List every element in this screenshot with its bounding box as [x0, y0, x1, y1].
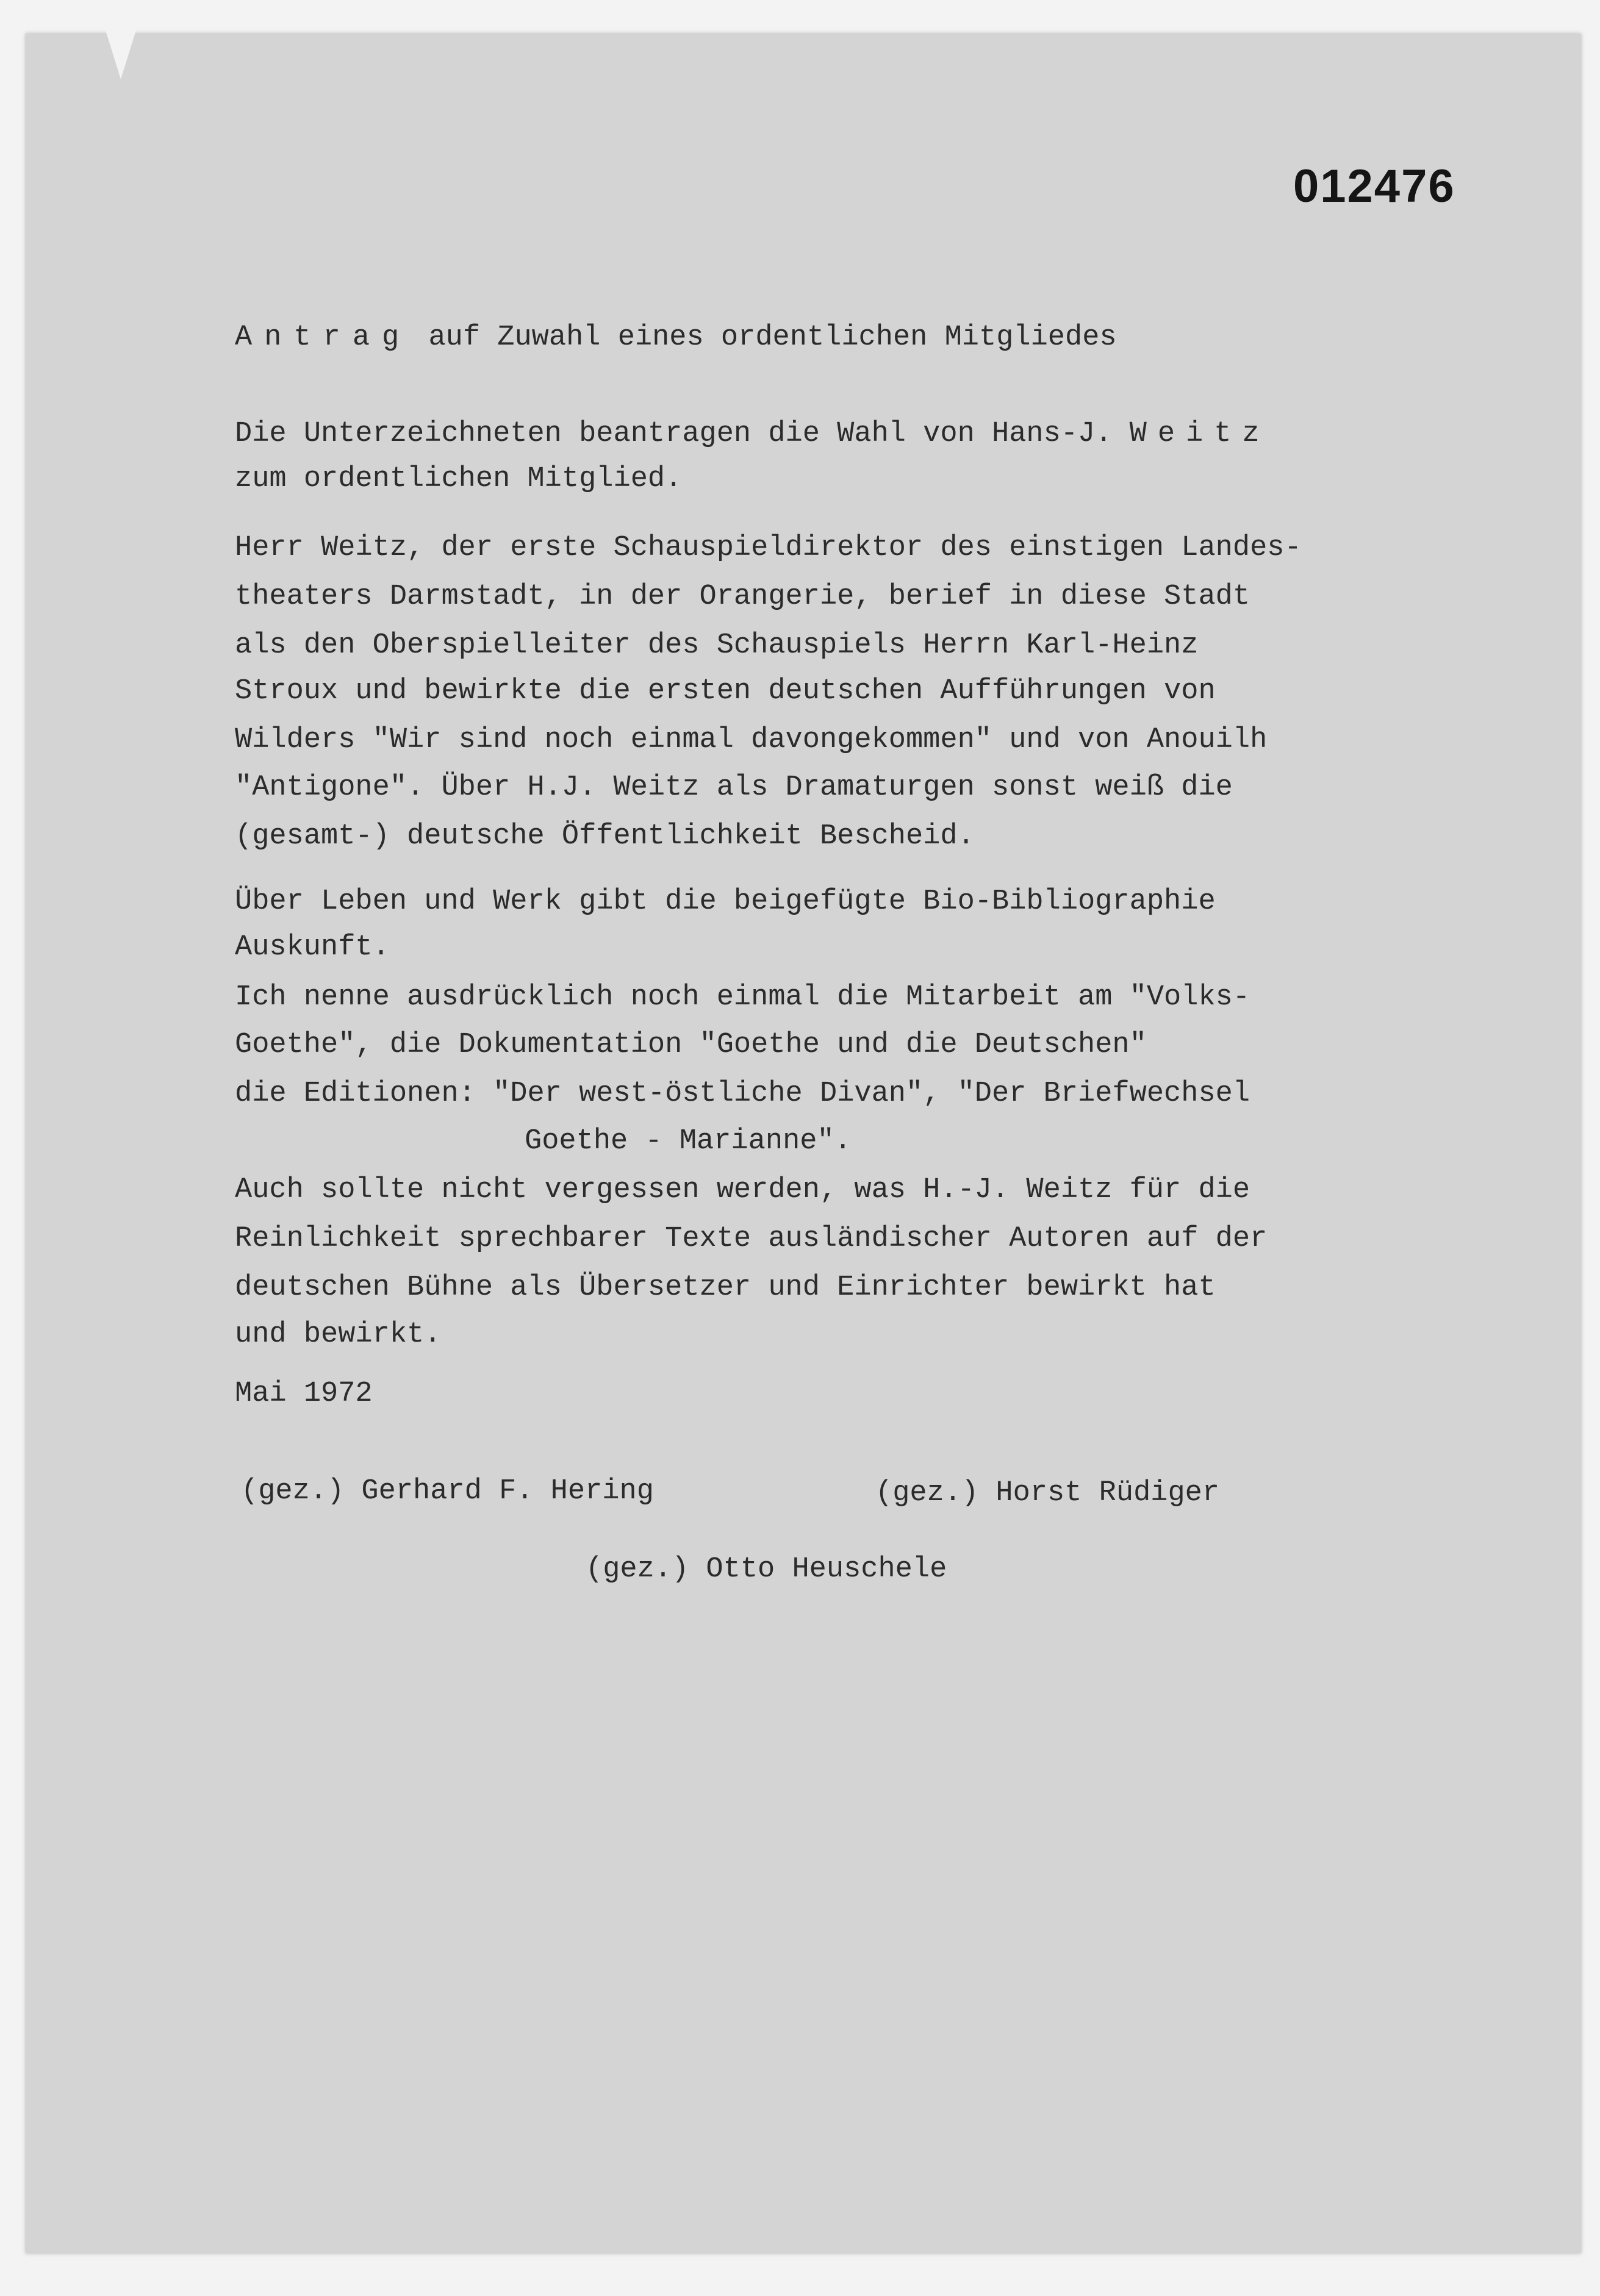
page-corner-notch: [104, 24, 138, 79]
paragraph2-line: Reinlichkeit sprechbarer Texte ausländischer Autoren auf der: [235, 1223, 1268, 1255]
paragraph2-line: Auch sollte nicht vergessen werden, was H.-J. Weitz für die: [235, 1174, 1250, 1206]
intro-line-2: zum ordentlichen Mitglied.: [235, 463, 683, 495]
paragraph2-line: Goethe", die Dokumentation "Goethe und die Deutschen": [235, 1029, 1147, 1061]
signature-heuschele: (gez.) Otto Heuschele: [586, 1553, 947, 1586]
intro-spaced-name: Weitz: [1129, 418, 1271, 450]
paragraph1-line: Herr Weitz, der erste Schauspieldirektor des einstigen Landes-: [235, 532, 1302, 564]
title-spaced-word: Antrag: [235, 321, 412, 354]
paragraph2-line: Über Leben und Werk gibt die beigefügte Bio-Bibliographie: [235, 885, 1216, 918]
paragraph1-line: theaters Darmstadt, in der Orangerie, berief in diese Stadt: [235, 581, 1250, 613]
paragraph1-line: "Antigone". Über H.J. Weitz als Dramaturgen sonst weiß die: [235, 771, 1233, 804]
paragraph2-line: Auskunft.: [235, 931, 390, 964]
document-number: 012476: [1293, 160, 1455, 212]
intro-prefix: Die Unterzeichneten beantragen die Wahl von Hans-J.: [235, 418, 1130, 450]
paragraph1-line: Stroux und bewirkte die ersten deutschen Aufführungen von: [235, 675, 1216, 707]
title-rest: auf Zuwahl eines ordentlichen Mitgliedes: [411, 321, 1117, 354]
signature-hering: (gez.) Gerhard F. Hering: [241, 1475, 654, 1507]
intro-line-1: [235, 420, 1271, 448]
signature-ruediger: (gez.) Horst Rüdiger: [875, 1477, 1220, 1509]
paragraph1-line: (gesamt-) deutsche Öffentlichkeit Bescheid.: [235, 820, 975, 853]
paragraph1-line: als den Oberspielleiter des Schauspiels Herrn Karl-Heinz: [235, 629, 1199, 662]
paragraph2-line: die Editionen: "Der west-östliche Divan", "Der Briefwechsel: [235, 1078, 1250, 1110]
paragraph1-line: Wilders "Wir sind noch einmal davongekommen" und von Anouilh: [235, 724, 1268, 756]
document-title: [235, 323, 1117, 352]
paragraph2-line: deutschen Bühne als Übersetzer und Einrichter bewirkt hat: [235, 1271, 1216, 1304]
paragraph2-line: Goethe - Marianne".: [525, 1125, 852, 1157]
paragraph2-line: Ich nenne ausdrücklich noch einmal die Mitarbeit am "Volks-: [235, 981, 1250, 1014]
document-date: Mai 1972: [235, 1378, 373, 1410]
paragraph2-line: und bewirkt.: [235, 1318, 442, 1351]
